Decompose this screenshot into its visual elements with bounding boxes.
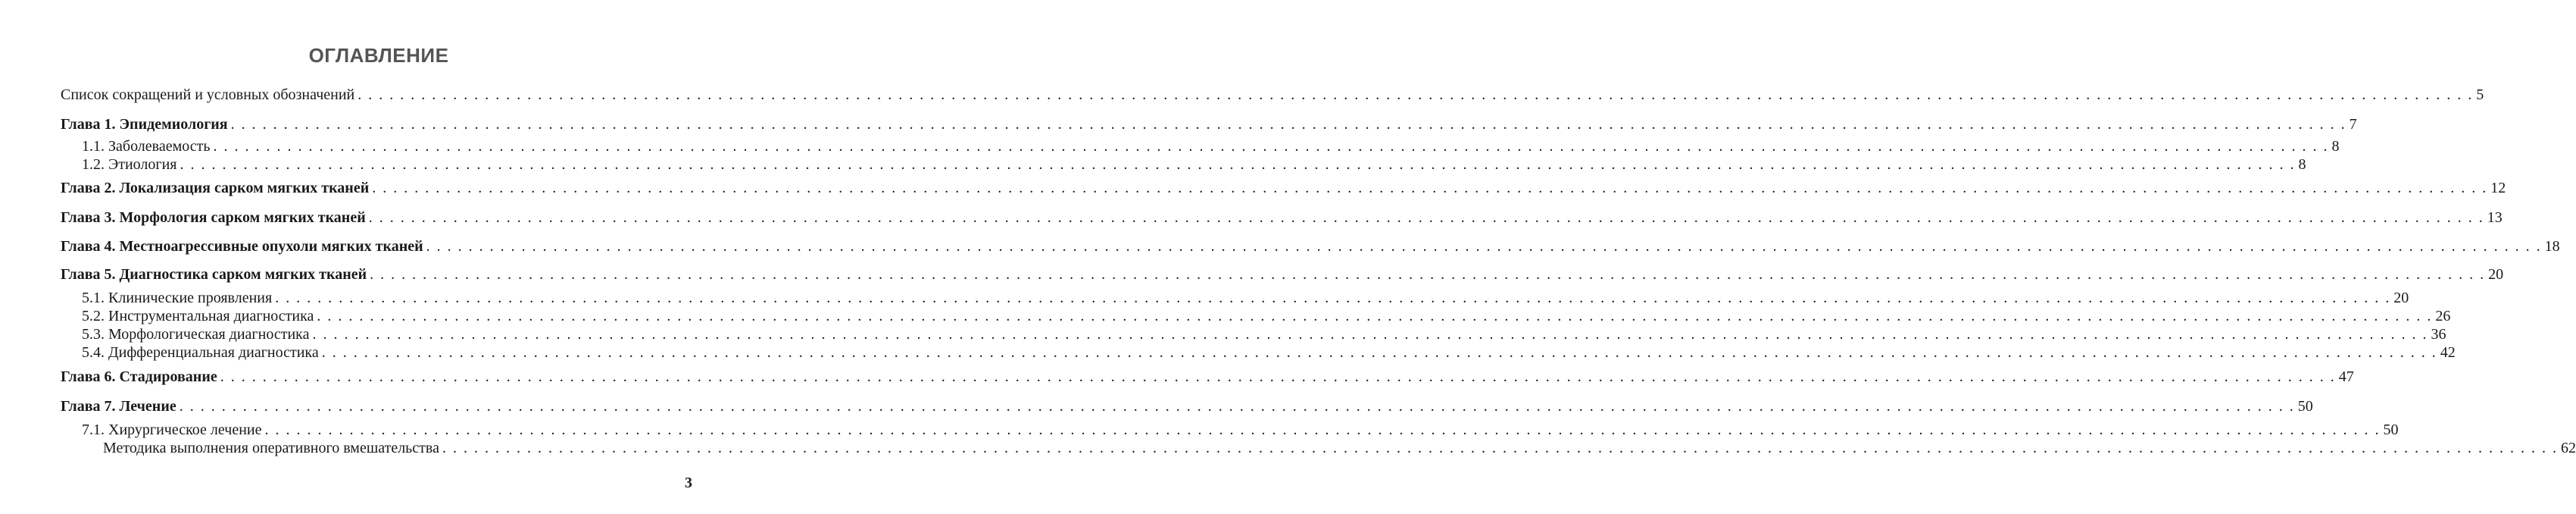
leader-dots: . . . . . . . . . . . . . . . . . . . . . . . . . . . . . . . . . . . . . . . . . . . . . . . . . . . . . . . . . . . . . . . . . . . . . . . . . . . . . . . . . . . . . . . . . . . . . . . . . . . . . . . . . . . . . . . . . . . . . . . . . . . . . . . . . . . . . . . . . . . . . . . . . . . . . . . . . . . . . . . . . . . . . . . . . . . . . . . . . . . . . . . . . . . . . . . . . . . . . . . . [368,209,2484,226]
leader-dots: . . . . . . . . . . . . . . . . . . . . . . . . . . . . . . . . . . . . . . . . . . . . . . . . . . . . . . . . . . . . . . . . . . . . . . . . . . . . . . . . . . . . . . . . . . . . . . . . . . . . . . . . . . . . . . . . . . . . . . . . . . . . . . . . . . . . . . . . . . . . . . . . . . . . . . . . . . . . . . . . . . . . . . . . . . . . . . . . . . . . . . . . . . . . . . . . . . . . . . . . [179,398,2295,415]
toc-entry-label: Глава 2. Локализация сарком мягких тканей [61,180,370,196]
toc-entry-label: 5.1. Клинические проявления [82,290,273,306]
toc-entry-chapter-7[interactable] [61,397,2313,415]
toc-entry-page: 8 [2298,156,2306,173]
toc-entry-section-1-1[interactable] [82,137,2340,155]
toc-entry-page: 42 [2440,344,2456,361]
leader-dots: . . . . . . . . . . . . . . . . . . . . . . . . . . . . . . . . . . . . . . . . . . . . . . . . . . . . . . . . . . . . . . . . . . . . . . . . . . . . . . . . . . . . . . . . . . . . . . . . . . . . . . . . . . . . . . . . . . . . . . . . . . . . . . . . . . . . . . . . . . . . . . . . . . . . . . . . . . . . . . . . . . . . . . . . . . . . . . . . . . . . . . . . . . . . . . . . . . . . . . . . [426,238,2542,255]
leader-dots: . . . . . . . . . . . . . . . . . . . . . . . . . . . . . . . . . . . . . . . . . . . . . . . . . . . . . . . . . . . . . . . . . . . . . . . . . . . . . . . . . . . . . . . . . . . . . . . . . . . . . . . . . . . . . . . . . . . . . . . . . . . . . . . . . . . . . . . . . . . . . . . . . . . . . . . . . . . . . . . . . . . . . . . . . . . . . . . . . . . . . . . . . . . . . . . . . . . . . . . . [358,86,2474,103]
leader-dots: . . . . . . . . . . . . . . . . . . . . . . . . . . . . . . . . . . . . . . . . . . . . . . . . . . . . . . . . . . . . . . . . . . . . . . . . . . . . . . . . . . . . . . . . . . . . . . . . . . . . . . . . . . . . . . . . . . . . . . . . . . . . . . . . . . . . . . . . . . . . . . . . . . . . . . . . . . . . . . . . . . . . . . . . . . . . . . . . . . . . . . . . . . . . . . . . . . . . . . . . [264,422,2381,438]
toc-entry-page: 7 [2349,116,2357,133]
toc-entry-label: Глава 6. Стадирование [61,368,217,385]
toc-entry-section-5-3[interactable] [82,325,2446,343]
toc-entry-page: 18 [2544,238,2560,255]
toc-entry-label: 1.1. Заболеваемость [82,138,211,155]
toc-entry-page: 12 [2490,180,2506,196]
toc-entry-section-7-1[interactable] [82,421,2399,439]
leader-dots: . . . . . . . . . . . . . . . . . . . . . . . . . . . . . . . . . . . . . . . . . . . . . . . . . . . . . . . . . . . . . . . . . . . . . . . . . . . . . . . . . . . . . . . . . . . . . . . . . . . . . . . . . . . . . . . . . . . . . . . . . . . . . . . . . . . . . . . . . . . . . . . . . . . . . . . . . . . . . . . . . . . . . . . . . . . . . . . . . . . . . . . . . . . . . . . . . . . . . . . . [321,344,2437,361]
toc-entry-page: 62 [2560,440,2576,456]
toc-entry-label: 5.3. Морфологическая диагностика [82,326,310,343]
toc-entry-section-5-2[interactable] [82,307,2451,325]
toc-entry-section-5-1[interactable] [82,289,2409,307]
toc-entry-label: Методика выполнения оперативного вмешательства [103,440,439,456]
toc-entry-chapter-4[interactable] [61,237,2560,255]
toc-entry-label: 1.2. Этиология [82,156,177,173]
toc-entry-label: Глава 4. Местноагрессивные опухоли мягких тканей [61,238,423,255]
leader-dots: . . . . . . . . . . . . . . . . . . . . . . . . . . . . . . . . . . . . . . . . . . . . . . . . . . . . . . . . . . . . . . . . . . . . . . . . . . . . . . . . . . . . . . . . . . . . . . . . . . . . . . . . . . . . . . . . . . . . . . . . . . . . . . . . . . . . . . . . . . . . . . . . . . . . . . . . . . . . . . . . . . . . . . . . . . . . . . . . . . . . . . . . . . . . . . . . . . . . . . . . [312,326,2428,343]
toc-entry-subsection-7-1-1[interactable] [103,439,2576,457]
toc-entry-page: 36 [2431,326,2446,343]
toc-entry-page: 5 [2476,86,2484,103]
toc-entry-chapter-1[interactable] [61,115,2357,133]
page-number: 3 [685,475,692,491]
toc-entry-page: 13 [2487,209,2503,226]
toc-entry-chapter-3[interactable] [61,208,2503,227]
leader-dots: . . . . . . . . . . . . . . . . . . . . . . . . . . . . . . . . . . . . . . . . . . . . . . . . . . . . . . . . . . . . . . . . . . . . . . . . . . . . . . . . . . . . . . . . . . . . . . . . . . . . . . . . . . . . . . . . . . . . . . . . . . . . . . . . . . . . . . . . . . . . . . . . . . . . . . . . . . . . . . . . . . . . . . . . . . . . . . . . . . . . . . . . . . . . . . . . . . . . . . . . [442,440,2558,456]
leader-dots: . . . . . . . . . . . . . . . . . . . . . . . . . . . . . . . . . . . . . . . . . . . . . . . . . . . . . . . . . . . . . . . . . . . . . . . . . . . . . . . . . . . . . . . . . . . . . . . . . . . . . . . . . . . . . . . . . . . . . . . . . . . . . . . . . . . . . . . . . . . . . . . . . . . . . . . . . . . . . . . . . . . . . . . . . . . . . . . . . . . . . . . . . . . . . . . . . . . . . . . . [213,138,2329,155]
leader-dots: . . . . . . . . . . . . . . . . . . . . . . . . . . . . . . . . . . . . . . . . . . . . . . . . . . . . . . . . . . . . . . . . . . . . . . . . . . . . . . . . . . . . . . . . . . . . . . . . . . . . . . . . . . . . . . . . . . . . . . . . . . . . . . . . . . . . . . . . . . . . . . . . . . . . . . . . . . . . . . . . . . . . . . . . . . . . . . . . . . . . . . . . . . . . . . . . . . . . . . . . [220,368,2336,385]
leader-dots: . . . . . . . . . . . . . . . . . . . . . . . . . . . . . . . . . . . . . . . . . . . . . . . . . . . . . . . . . . . . . . . . . . . . . . . . . . . . . . . . . . . . . . . . . . . . . . . . . . . . . . . . . . . . . . . . . . . . . . . . . . . . . . . . . . . . . . . . . . . . . . . . . . . . . . . . . . . . . . . . . . . . . . . . . . . . . . . . . . . . . . . . . . . . . . . . . . . . . . . . [370,266,2486,283]
toc-entry-label: 7.1. Хирургическое лечение [82,422,262,438]
toc-entry-section-1-2[interactable] [82,155,2306,174]
toc-entry-page: 20 [2393,290,2409,306]
leader-dots: . . . . . . . . . . . . . . . . . . . . . . . . . . . . . . . . . . . . . . . . . . . . . . . . . . . . . . . . . . . . . . . . . . . . . . . . . . . . . . . . . . . . . . . . . . . . . . . . . . . . . . . . . . . . . . . . . . . . . . . . . . . . . . . . . . . . . . . . . . . . . . . . . . . . . . . . . . . . . . . . . . . . . . . . . . . . . . . . . . . . . . . . . . . . . . . . . . . . . . . . [180,156,2296,173]
toc-entry-label: Список сокращений и условных обозначений [61,86,355,103]
toc-entry-page: 47 [2338,368,2354,385]
toc-entry-chapter-2[interactable] [61,179,2506,197]
toc-entry-label: Глава 5. Диагностика сарком мягких тканей [61,266,367,283]
leader-dots: . . . . . . . . . . . . . . . . . . . . . . . . . . . . . . . . . . . . . . . . . . . . . . . . . . . . . . . . . . . . . . . . . . . . . . . . . . . . . . . . . . . . . . . . . . . . . . . . . . . . . . . . . . . . . . . . . . . . . . . . . . . . . . . . . . . . . . . . . . . . . . . . . . . . . . . . . . . . . . . . . . . . . . . . . . . . . . . . . . . . . . . . . . . . . . . . . . . . . . . . [275,290,2391,306]
toc-entry-abbreviations[interactable] [61,86,2484,104]
leader-dots: . . . . . . . . . . . . . . . . . . . . . . . . . . . . . . . . . . . . . . . . . . . . . . . . . . . . . . . . . . . . . . . . . . . . . . . . . . . . . . . . . . . . . . . . . . . . . . . . . . . . . . . . . . . . . . . . . . . . . . . . . . . . . . . . . . . . . . . . . . . . . . . . . . . . . . . . . . . . . . . . . . . . . . . . . . . . . . . . . . . . . . . . . . . . . . . . . . . . . . . . [317,308,2433,324]
toc-entry-page: 20 [2488,266,2504,283]
toc-entry-page: 26 [2435,308,2451,324]
toc-entry-page: 50 [2297,398,2313,415]
toc-entry-page: 8 [2331,138,2340,155]
toc-entry-label: Глава 1. Эпидемиология [61,116,228,133]
page-title: ОГЛАВЛЕНИЕ [308,44,449,67]
toc-entry-label: 5.4. Дифференциальная диагностика [82,344,319,361]
toc-entry-label: 5.2. Инструментальная диагностика [82,308,314,324]
leader-dots: . . . . . . . . . . . . . . . . . . . . . . . . . . . . . . . . . . . . . . . . . . . . . . . . . . . . . . . . . . . . . . . . . . . . . . . . . . . . . . . . . . . . . . . . . . . . . . . . . . . . . . . . . . . . . . . . . . . . . . . . . . . . . . . . . . . . . . . . . . . . . . . . . . . . . . . . . . . . . . . . . . . . . . . . . . . . . . . . . . . . . . . . . . . . . . . . . . . . . . . . [372,180,2488,196]
leader-dots: . . . . . . . . . . . . . . . . . . . . . . . . . . . . . . . . . . . . . . . . . . . . . . . . . . . . . . . . . . . . . . . . . . . . . . . . . . . . . . . . . . . . . . . . . . . . . . . . . . . . . . . . . . . . . . . . . . . . . . . . . . . . . . . . . . . . . . . . . . . . . . . . . . . . . . . . . . . . . . . . . . . . . . . . . . . . . . . . . . . . . . . . . . . . . . . . . . . . . . . . [230,116,2347,133]
toc-entry-section-5-4[interactable] [82,343,2456,362]
toc-entry-label: Глава 7. Лечение [61,398,176,415]
toc-entry-chapter-6[interactable] [61,368,2354,386]
toc-entry-label: Глава 3. Морфология сарком мягких тканей [61,209,366,226]
toc-entry-chapter-5[interactable] [61,265,2504,284]
toc-entry-page: 50 [2383,422,2399,438]
